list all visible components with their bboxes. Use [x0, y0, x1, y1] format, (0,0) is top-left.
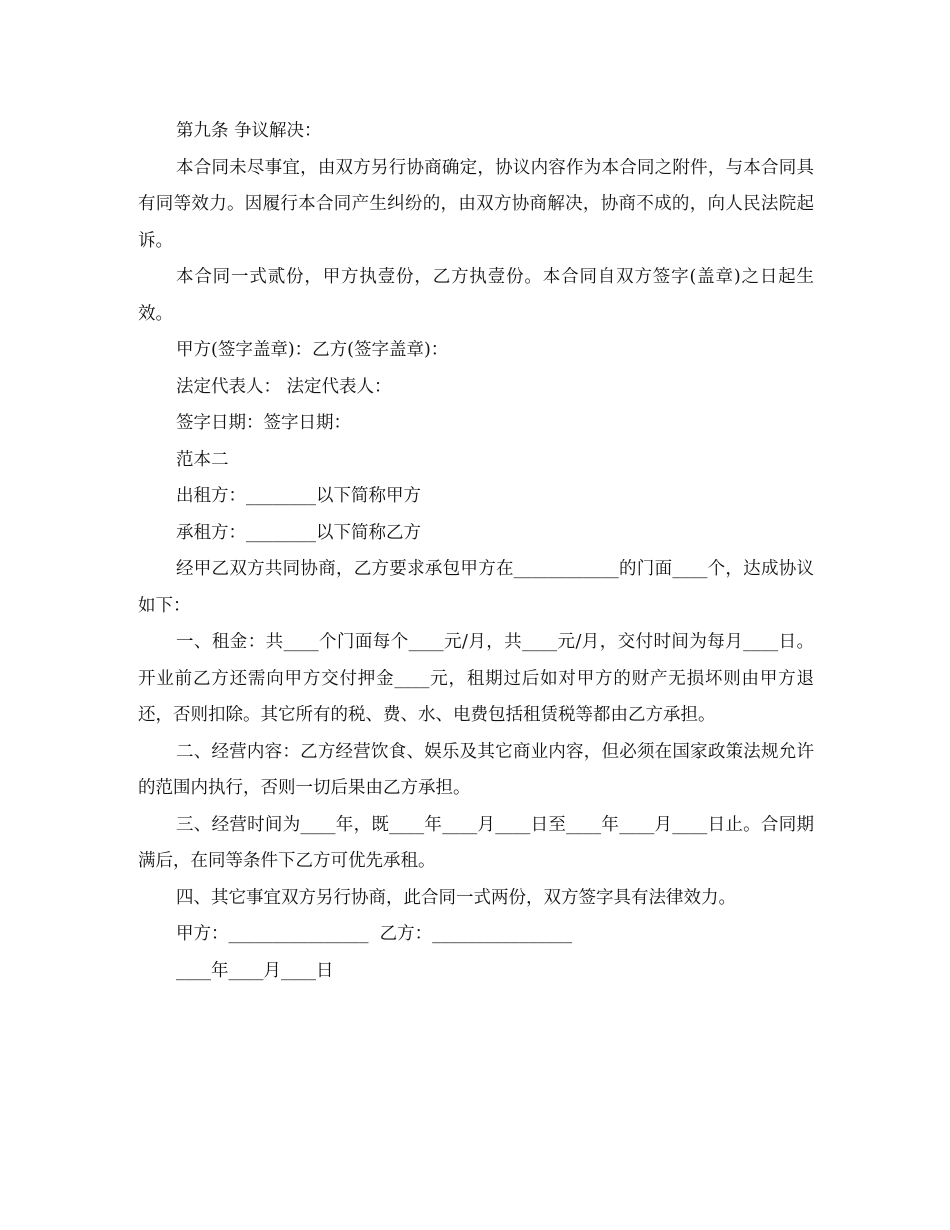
copies-effectiveness-paragraph: 本合同一式贰份，甲方执壹份，乙方执壹份。本合同自双方签字(盖章)之日起生效。: [138, 267, 814, 324]
legal-representative-line: 法定代表人： 法定代表人：: [176, 376, 392, 397]
supplementary-matters-paragraph: 本合同未尽事宜，由双方另行协商确定，协议内容作为本合同之附件，与本合同具有同等效力。因履行本合同产生纠纷的，由双方协商解决，协商不成的，向人民法院起诉。: [138, 157, 814, 251]
agreement-intro-paragraph: 经甲乙双方共同协商，乙方要求承包甲方在____________的门面____个，达成协议如下：: [138, 559, 814, 616]
business-content-clause: 二、经营内容：乙方经营饮食、娱乐及其它商业内容，但必须在国家政策法规允许的范围内执行，否则一切后果由乙方承担。: [138, 741, 814, 798]
party-signature-line: 甲方(签字盖章)：乙方(签字盖章)：: [176, 340, 449, 360]
lessor-line: 出租方：________以下简称甲方: [176, 486, 421, 506]
lessee-line: 承租方：________以下简称乙方: [176, 522, 421, 543]
article-9-heading: 第九条 争议解决：: [176, 121, 322, 141]
rent-clause: 一、租金：共____个门面每个____元/月，共____元/月，交付时间为每月____日。开业前乙方还需向甲方交付押金____元，租期过后如对甲方的财产无损坏则由甲方退还，否则扣除。其它所有的税、费、水、电费包括租赁税等都由乙方承担。: [138, 632, 814, 725]
other-matters-clause: 四、其它事宜双方另行协商，此合同一式两份，双方签字具有法律效力。: [176, 887, 736, 908]
final-date-line: ____年____月____日: [176, 960, 334, 981]
document-body: [138, 113, 814, 989]
final-signature-line: 甲方：________________ 乙方：________________: [176, 924, 573, 944]
business-term-clause: 三、经营时间为____年，既____年____月____日至____年____月____日止。合同期满后，在同等条件下乙方可优先承租。: [138, 814, 814, 871]
template-two-heading: 范本二: [176, 449, 229, 470]
signing-date-line: 签字日期：签字日期：: [176, 413, 351, 433]
